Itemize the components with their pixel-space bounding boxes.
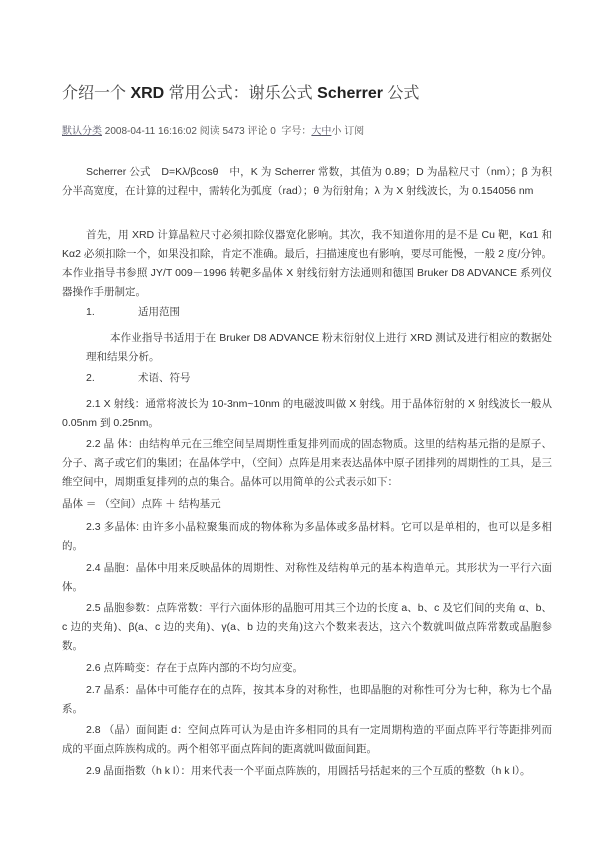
font-small-link[interactable]: 小 <box>331 126 342 137</box>
paragraph: 2.5 晶胞参数：点阵常数：平行六面体形的晶胞可用其三个边的长度 a、b、c 及它们间的夹角 α、b、c 边的夹角)、β(a、c 边的夹角)、γ(a、b 边的夹角)这六个数来表达，这六个数就叫做点阵常数或晶胞参数。 <box>62 602 552 652</box>
paragraph: Scherrer 公式 D=Kλ/βcosθ 中，K 为 Scherrer 常数，其值为 0.89；D 为晶粒尺寸（nm）；β 为积分半高宽度，在计算的过程中，需转化为弧度（rad）；θ 为衍射角；λ 为 X 射线波长，为 0.154056 nm <box>62 166 552 197</box>
section-heading: 1. 适用范围 <box>86 306 180 318</box>
subscribe-link[interactable]: 订阅 <box>344 126 365 137</box>
font-large-link[interactable]: 大 <box>311 126 322 137</box>
paragraph: 2.2 晶 体：由结构单元在三维空间呈周期性重复排列而成的固态物质。这里的结构基元指的是原子、分子、离子或它们的集团；在晶体学中，（空间）点阵是用来表达晶体中原子团排列的周期性的工具，是三维空间中，周期重复排列的点的集合。晶体可以用简单的公式表示如下： <box>62 438 552 488</box>
post-datetime: 2008-04-11 16:16:02 <box>104 126 197 137</box>
paragraph: 2.7 晶系：晶体中可能存在的点阵，按其本身的对称性，也即晶胞的对称性可分为七种，称为七个晶系。 <box>62 684 552 715</box>
paragraph: 2.3 多晶体: 由许多小晶粒聚集而成的物体称为多晶体或多晶材料。它可以是单相的，也可以是多相的。 <box>62 521 552 552</box>
section-heading: 2. 术语、符号 <box>86 372 191 384</box>
paragraph: 2.4 晶胞：晶体中用来反映晶体的周期性、对称性及结构单元的基本构造单元。其形状为一平行六面体。 <box>62 562 552 593</box>
paragraph: 2.9 晶面指数（h k l）：用来代表一个平面点阵族的，用圆括号括起来的三个互质的整数（h k l）。 <box>86 765 531 777</box>
post-meta: 默认分类 2008-04-11 16:16:02 阅读 5473 评论 0 字号：大中小 订阅 <box>62 126 365 137</box>
paragraph: 2.1 X 射线：通常将波长为 10-3nm~10nm 的电磁波叫做 X 射线。用于晶体衍射的 X 射线波长一般从 0.05nm 到 0.25nm。 <box>62 398 552 429</box>
paragraph: 首先，用 XRD 计算晶粒尺寸必须扣除仪器宽化影响。其次，我不知道你用的是不是 Cu 靶，Kα1 和 Kα2 必须扣除一个，如果没扣除，肯定不准确。最后，扫描速度也有影响，要尽可能慢，一般 2 度/分钟。本作业指导书参照 JY/T 009－1996 转靶多晶体 X 射线衍射方法通则和德国 Bruker D8 ADVANCE 系列仪器操作手册制定。 <box>62 229 552 298</box>
page-title: 介绍一个 XRD 常用公式：谢乐公式 Scherrer 公式 <box>62 85 420 102</box>
paragraph: 2.8 （晶）面间距 d：空间点阵可认为是由许多相同的具有一定周期构造的平面点阵平行等距排列而成的平面点阵族构成的。两个相邻平面点阵间的距离就叫做面间距。 <box>62 724 552 755</box>
font-medium-link[interactable]: 中 <box>321 126 332 137</box>
category-link[interactable]: 默认分类 <box>62 126 102 137</box>
paragraph: 2.6 点阵畸变：存在于点阵内部的不均匀应变。 <box>86 662 304 674</box>
comment-count: 评论 0 <box>247 126 276 137</box>
formula: 晶体 ＝ （空间）点阵 ＋ 结构基元 <box>62 498 221 510</box>
paragraph: 本作业指导书适用于在 Bruker D8 ADVANCE 粉末衍射仪上进行 XRD 测试及进行相应的数据处理和结果分析。 <box>86 332 552 363</box>
read-count: 阅读 5473 <box>199 126 245 137</box>
